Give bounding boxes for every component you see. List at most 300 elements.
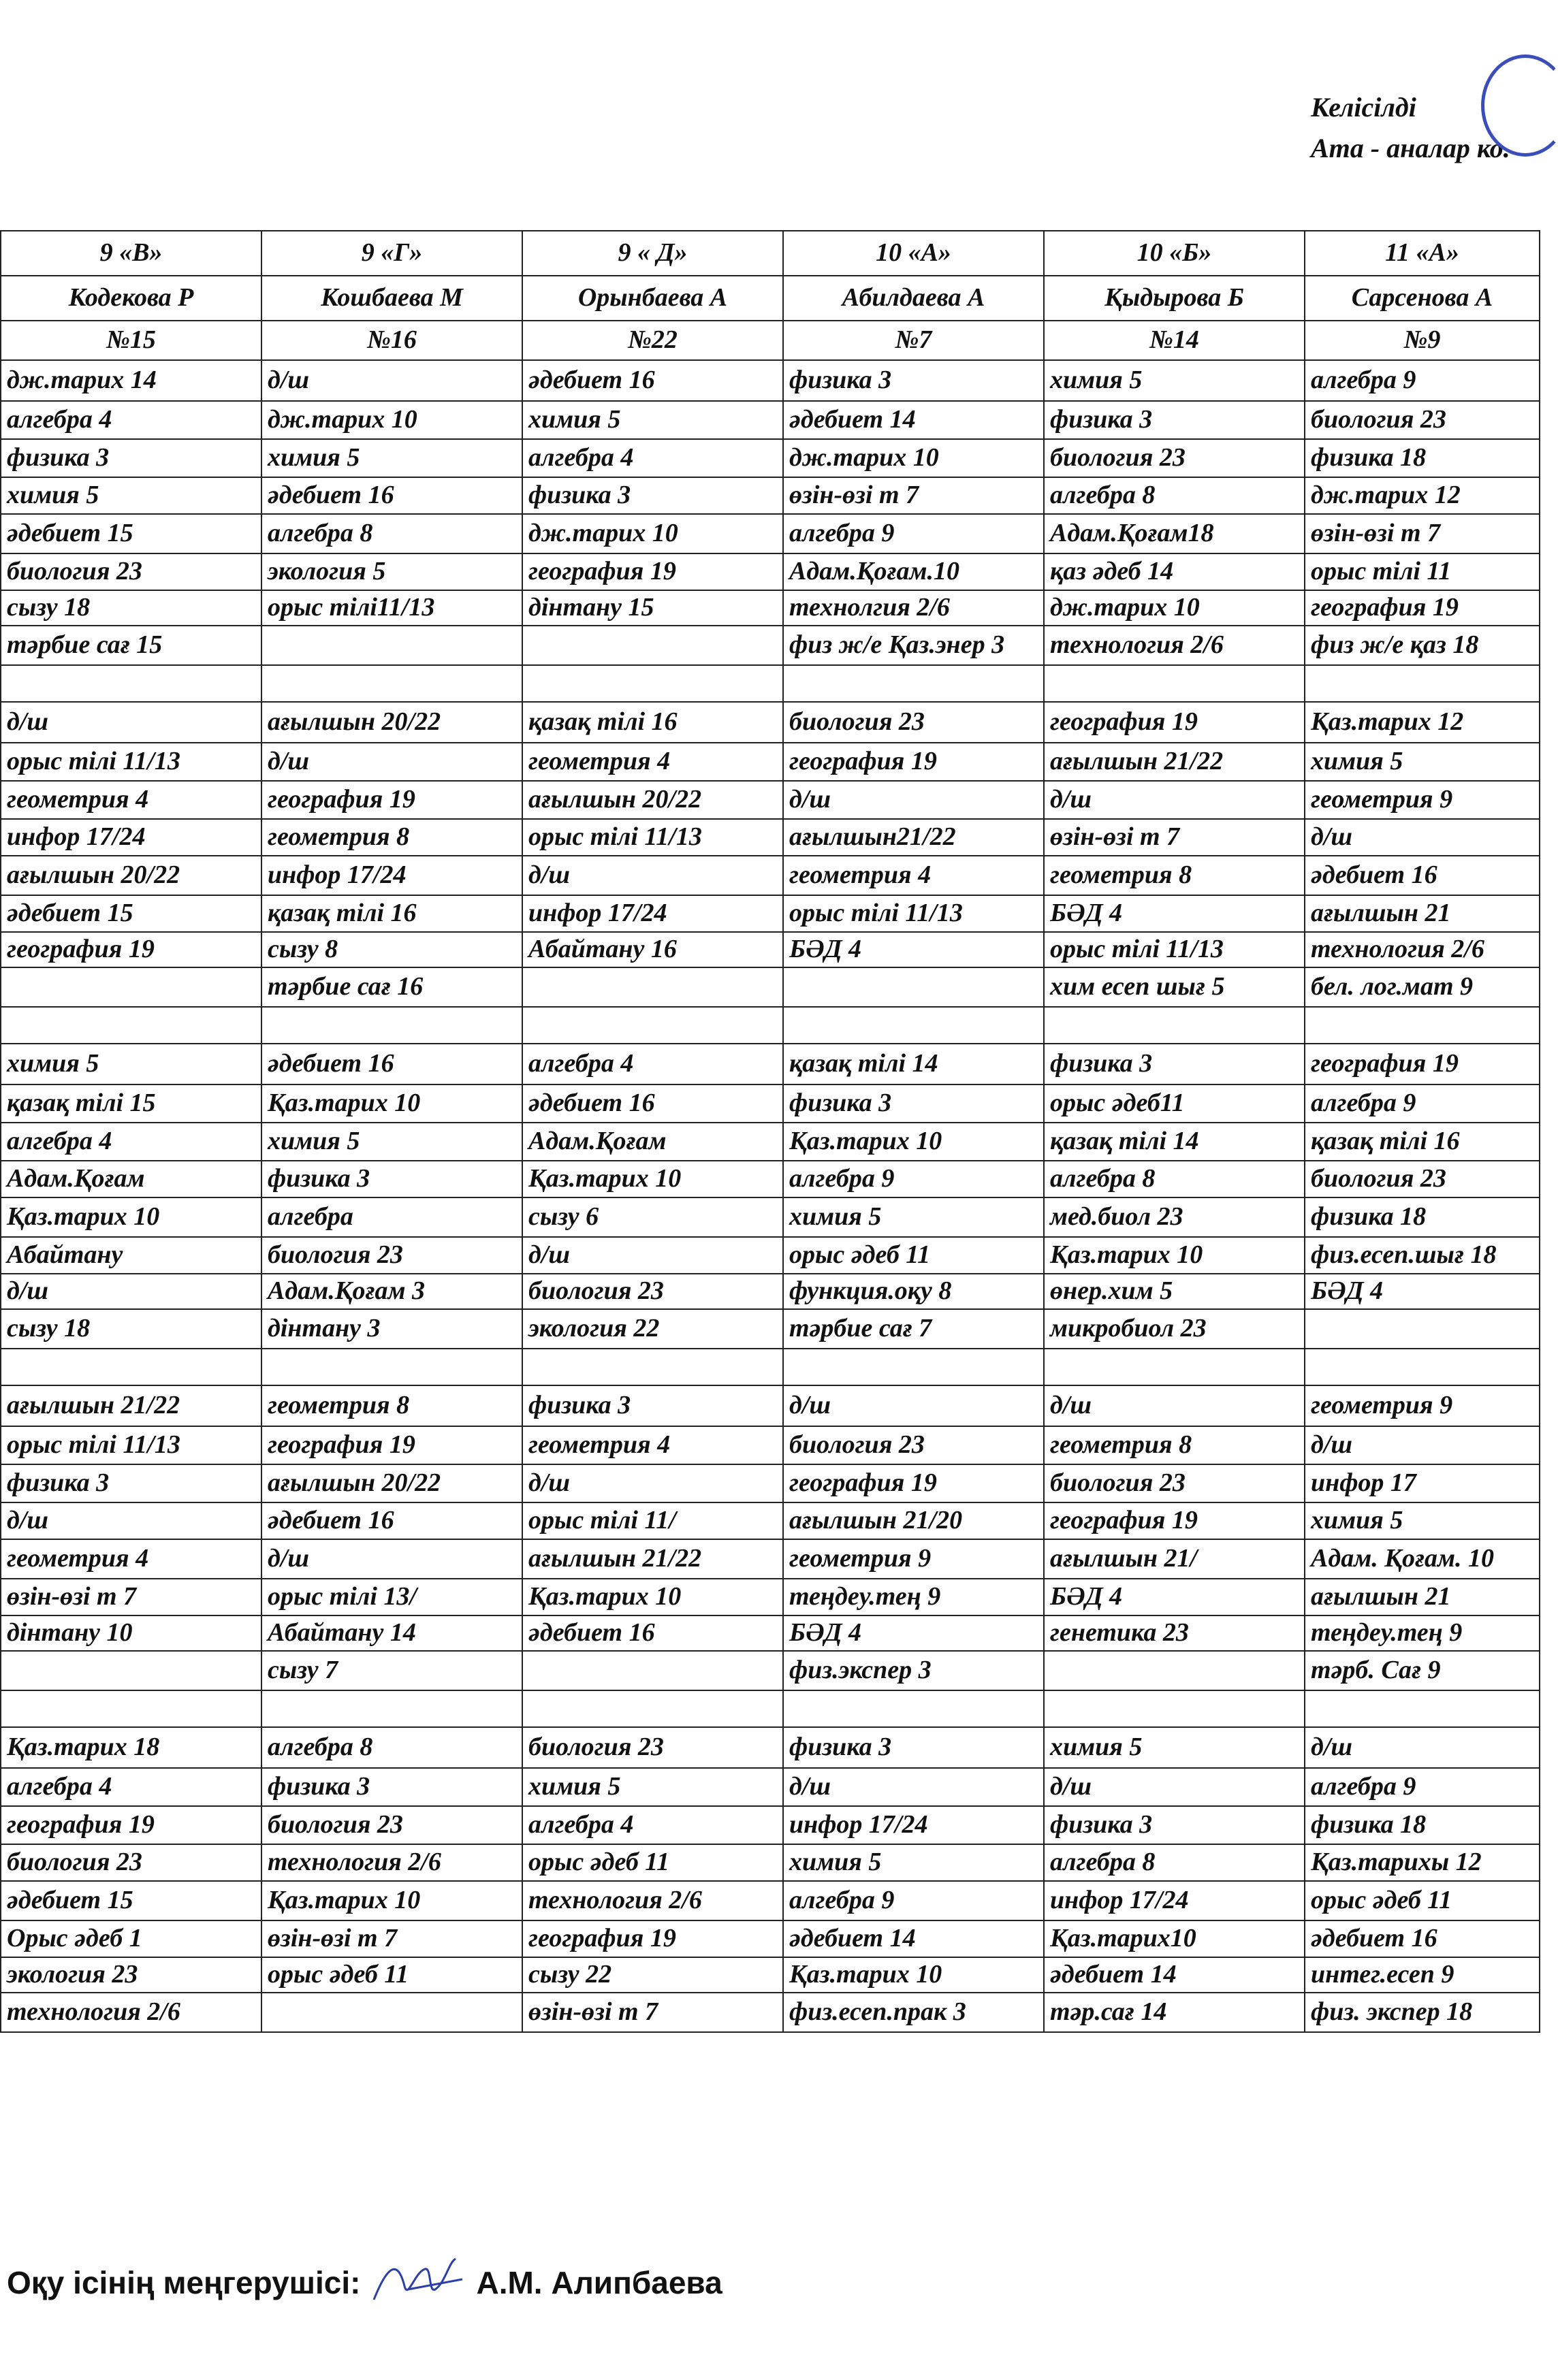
lesson-cell: орыс тілі 11/13 (1, 743, 261, 781)
lesson-cell: Қаз.тарих 10 (1, 1197, 261, 1237)
lesson-cell: қазақ тілі 16 (261, 895, 522, 932)
lesson-cell: д/ш (261, 360, 522, 401)
lesson-cell: химия 5 (261, 439, 522, 477)
lesson-cell: инфор 17/24 (522, 895, 783, 932)
approval-line-2: Ата - аналар ко. (1311, 133, 1510, 163)
lesson-cell: инфор 17 (1305, 1464, 1540, 1502)
lesson-cell: әдебиет 15 (1, 514, 261, 553)
lesson-cell: технология 2/6 (261, 1844, 522, 1881)
lesson-cell: алгебра 9 (1305, 1084, 1540, 1123)
separator-cell (1305, 665, 1540, 702)
lesson-cell: д/ш (522, 1237, 783, 1274)
lesson-cell: биология 23 (261, 1237, 522, 1274)
lesson-cell: тәрбие сағ 16 (261, 967, 522, 1007)
lesson-cell: ағылшын 21/22 (1044, 743, 1305, 781)
lesson-cell: БӘД 4 (783, 1615, 1044, 1651)
lesson-cell: Адам.Қоғам.10 (783, 553, 1044, 590)
lesson-cell: Қаз.тарих 10 (522, 1161, 783, 1197)
class-teacher: Сарсенова А (1305, 276, 1540, 321)
lesson-cell: дж.тарих 10 (783, 439, 1044, 477)
lesson-cell: физ ж/е Қаз.энер 3 (783, 626, 1044, 665)
lesson-cell: инфор 17/24 (261, 856, 522, 895)
lesson-row (1, 1309, 1540, 1349)
lesson-cell: әдебиет 14 (783, 401, 1044, 439)
lesson-cell: ағылшын 21/ (1044, 1539, 1305, 1579)
lesson-cell: д/ш (783, 781, 1044, 819)
lesson-cell: физ ж/е қаз 18 (1305, 626, 1540, 665)
lesson-cell: ағылшын 20/22 (522, 781, 783, 819)
lesson-cell: әдебиет 16 (522, 1084, 783, 1123)
lesson-cell: химия 5 (783, 1197, 1044, 1237)
lesson-cell (261, 626, 522, 665)
lesson-cell: химия 5 (1305, 1502, 1540, 1539)
timetable-body (1, 360, 1540, 2032)
lesson-row (1, 1385, 1540, 1426)
lesson-cell: геометрия 4 (522, 743, 783, 781)
lesson-cell: алгебра 4 (522, 1044, 783, 1084)
lesson-row (1, 1197, 1540, 1237)
lesson-cell: дж.тарих 12 (1305, 477, 1540, 514)
lesson-cell: ағылшын 21 (1305, 895, 1540, 932)
lesson-cell: физика 3 (522, 477, 783, 514)
lesson-row (1, 1237, 1540, 1274)
lesson-cell: химия 5 (1, 1044, 261, 1084)
lesson-cell: технология 2/6 (522, 1881, 783, 1920)
lesson-row (1, 1044, 1540, 1084)
class-name: 10 «Б» (1044, 231, 1305, 276)
lesson-cell: Қаз.тарих 10 (261, 1084, 522, 1123)
separator-cell (1044, 1007, 1305, 1044)
lesson-cell: алгебра 8 (1044, 1161, 1305, 1197)
class-room-row (1, 321, 1540, 360)
lesson-row (1, 1274, 1540, 1309)
separator-cell (1044, 1690, 1305, 1727)
separator-cell (783, 665, 1044, 702)
lesson-cell: география 19 (1044, 702, 1305, 743)
lesson-cell: биология 23 (783, 1426, 1044, 1464)
lesson-cell: Қаз.тарих 12 (1305, 702, 1540, 743)
lesson-cell: д/ш (261, 1539, 522, 1579)
lesson-cell: биология 23 (783, 702, 1044, 743)
lesson-cell: Қаз.тарих 18 (1, 1727, 261, 1768)
lesson-cell: интег.есеп 9 (1305, 1957, 1540, 1993)
lesson-row (1, 1579, 1540, 1615)
lesson-row (1, 819, 1540, 856)
lesson-row (1, 1123, 1540, 1161)
lesson-cell: қазақ тілі 16 (522, 702, 783, 743)
lesson-cell: география 19 (1305, 1044, 1540, 1084)
lesson-cell: химия 5 (522, 1768, 783, 1806)
lesson-cell: әдебиет 16 (261, 1044, 522, 1084)
lesson-cell: әдебиет 16 (522, 360, 783, 401)
lesson-cell: өзін-өзі т 7 (522, 1993, 783, 2032)
lesson-cell: тәрбие сағ 15 (1, 626, 261, 665)
lesson-cell: физ. экспер 18 (1305, 1993, 1540, 2032)
class-teacher: Кошбаева М (261, 276, 522, 321)
lesson-cell: ағылшын 21/22 (522, 1539, 783, 1579)
lesson-cell: БӘД 4 (1305, 1274, 1540, 1309)
lesson-cell: алгебра 8 (1044, 1844, 1305, 1881)
lesson-cell: қазақ тілі 14 (783, 1044, 1044, 1084)
lesson-cell: әдебиет 16 (522, 1615, 783, 1651)
lesson-cell: әдебиет 16 (1305, 856, 1540, 895)
day-separator (1, 665, 1540, 702)
lesson-cell: қазақ тілі 16 (1305, 1123, 1540, 1161)
separator-cell (783, 1690, 1044, 1727)
lesson-cell: химия 5 (783, 1844, 1044, 1881)
lesson-cell: алгебра 9 (783, 514, 1044, 553)
lesson-cell: география 19 (522, 1920, 783, 1957)
lesson-cell: география 19 (1, 1806, 261, 1844)
lesson-cell: физика 3 (1044, 401, 1305, 439)
lesson-cell: дінтану 3 (261, 1309, 522, 1349)
lesson-row (1, 1539, 1540, 1579)
lesson-cell: Қаз.тарихы 12 (1305, 1844, 1540, 1881)
lesson-cell: география 19 (522, 553, 783, 590)
lesson-row (1, 856, 1540, 895)
footer-name: А.М. Алипбаева (476, 2265, 722, 2300)
separator-cell (1044, 1349, 1305, 1385)
lesson-cell: инфор 17/24 (1044, 1881, 1305, 1920)
lesson-cell: химия 5 (261, 1123, 522, 1161)
lesson-cell: география 19 (261, 781, 522, 819)
lesson-cell: орыс тілі 11/13 (522, 819, 783, 856)
lesson-cell: физика 3 (783, 360, 1044, 401)
class-name-row (1, 231, 1540, 276)
lesson-row (1, 1806, 1540, 1844)
lesson-cell: БӘД 4 (1044, 895, 1305, 932)
lesson-cell: орыс тілі 11/13 (1, 1426, 261, 1464)
lesson-row (1, 401, 1540, 439)
lesson-cell: Қаз.тарих 10 (783, 1957, 1044, 1993)
lesson-cell: Қаз.тарих 10 (522, 1579, 783, 1615)
lesson-cell: сызу 22 (522, 1957, 783, 1993)
lesson-cell: ағылшын 21 (1305, 1579, 1540, 1615)
lesson-cell: орыс тілі 11 (1305, 553, 1540, 590)
lesson-cell: биология 23 (1305, 401, 1540, 439)
lesson-row (1, 1615, 1540, 1651)
lesson-cell: өзін-өзі т 7 (261, 1920, 522, 1957)
lesson-cell: алгебра 4 (1, 1123, 261, 1161)
lesson-row (1, 1768, 1540, 1806)
lesson-cell: дінтану 15 (522, 590, 783, 626)
separator-cell (1305, 1007, 1540, 1044)
lesson-cell: инфор 17/24 (1, 819, 261, 856)
lesson-cell: Орыс әдеб 1 (1, 1920, 261, 1957)
class-room: №7 (783, 321, 1044, 360)
lesson-cell: өзін-өзі т 7 (1305, 514, 1540, 553)
lesson-cell: дж.тарих 10 (1044, 590, 1305, 626)
lesson-cell: экология 5 (261, 553, 522, 590)
lesson-cell: әдебиет 16 (1305, 1920, 1540, 1957)
lesson-cell: орыс әдеб 11 (1305, 1881, 1540, 1920)
lesson-row (1, 590, 1540, 626)
lesson-cell: теңдеу.тең 9 (783, 1579, 1044, 1615)
lesson-cell: ағылшын21/22 (783, 819, 1044, 856)
lesson-cell: әдебиет 16 (261, 1502, 522, 1539)
lesson-cell: биология 23 (1305, 1161, 1540, 1197)
lesson-cell: Адам.Қоғам 3 (261, 1274, 522, 1309)
lesson-cell: алгебра 9 (783, 1881, 1044, 1920)
lesson-cell: физика 3 (783, 1727, 1044, 1768)
lesson-cell: Абайтану 16 (522, 932, 783, 967)
lesson-cell: әдебиет 15 (1, 1881, 261, 1920)
lesson-cell: география 19 (261, 1426, 522, 1464)
lesson-cell: д/ш (1044, 1385, 1305, 1426)
lesson-cell: әдебиет 15 (1, 895, 261, 932)
separator-cell (522, 1690, 783, 1727)
lesson-row (1, 743, 1540, 781)
lesson-cell: алгебра 9 (1305, 360, 1540, 401)
class-name: 9 «Г» (261, 231, 522, 276)
lesson-cell: геометрия 8 (261, 819, 522, 856)
lesson-cell: д/ш (1, 1502, 261, 1539)
lesson-cell: БӘД 4 (783, 932, 1044, 967)
lesson-cell: химия 5 (522, 401, 783, 439)
lesson-cell: химия 5 (1305, 743, 1540, 781)
lesson-cell: физ.экспер 3 (783, 1651, 1044, 1690)
separator-cell (1, 665, 261, 702)
lesson-cell: ағылшын 20/22 (261, 702, 522, 743)
lesson-cell: мед.биол 23 (1044, 1197, 1305, 1237)
separator-cell (783, 1007, 1044, 1044)
separator-cell (1044, 665, 1305, 702)
class-name: 9 « Д» (522, 231, 783, 276)
lesson-cell: физ.есеп.прак 3 (783, 1993, 1044, 2032)
lesson-cell: физика 3 (1, 1464, 261, 1502)
separator-cell (261, 1690, 522, 1727)
lesson-cell: функция.оқу 8 (783, 1274, 1044, 1309)
lesson-cell: Абайтану (1, 1237, 261, 1274)
lesson-row (1, 967, 1540, 1007)
lesson-cell: геометрия 9 (1305, 781, 1540, 819)
lesson-cell: инфор 17/24 (783, 1806, 1044, 1844)
day-separator (1, 1690, 1540, 1727)
lesson-cell: технология 2/6 (1044, 626, 1305, 665)
lesson-cell: алгебра 4 (1, 1768, 261, 1806)
lesson-cell: Қаз.тарих 10 (1044, 1237, 1305, 1274)
lesson-cell: химия 5 (1, 477, 261, 514)
lesson-cell: ағылшын 21/22 (1, 1385, 261, 1426)
lesson-cell: д/ш (1305, 1426, 1540, 1464)
footer-label: Оқу ісінің меңгерушісі: (7, 2265, 361, 2300)
lesson-cell: геометрия 8 (1044, 856, 1305, 895)
lesson-cell: геометрия 8 (261, 1385, 522, 1426)
lesson-row (1, 1502, 1540, 1539)
lesson-row (1, 553, 1540, 590)
lesson-row (1, 1844, 1540, 1881)
lesson-cell: география 19 (1044, 1502, 1305, 1539)
lesson-cell: орыс әдеб11 (1044, 1084, 1305, 1123)
lesson-cell: физика 3 (261, 1161, 522, 1197)
lesson-cell: география 19 (783, 1464, 1044, 1502)
lesson-row (1, 1993, 1540, 2032)
separator-cell (1, 1349, 261, 1385)
lesson-cell: физ.есеп.шығ 18 (1305, 1237, 1540, 1274)
lesson-cell: география 19 (1, 932, 261, 967)
lesson-row (1, 1464, 1540, 1502)
lesson-cell: БӘД 4 (1044, 1579, 1305, 1615)
class-teacher: Кодекова Р (1, 276, 261, 321)
lesson-cell: қазақ тілі 14 (1044, 1123, 1305, 1161)
lesson-cell: тәр.сағ 14 (1044, 1993, 1305, 2032)
lesson-cell: тәрб. Сағ 9 (1305, 1651, 1540, 1690)
lesson-cell: д/ш (783, 1768, 1044, 1806)
lesson-cell: орыс әдеб 11 (522, 1844, 783, 1881)
lesson-cell: Адам.Қоғам (1, 1161, 261, 1197)
lesson-cell: экология 23 (1, 1957, 261, 1993)
day-separator (1, 1349, 1540, 1385)
lesson-cell: өзін-өзі т 7 (1, 1579, 261, 1615)
lesson-cell: геометрия 4 (783, 856, 1044, 895)
lesson-cell: дж.тарих 10 (522, 514, 783, 553)
separator-cell (261, 1007, 522, 1044)
lesson-row (1, 439, 1540, 477)
lesson-cell: физика 3 (261, 1768, 522, 1806)
lesson-cell (1, 1651, 261, 1690)
lesson-cell: ағылшын 21/20 (783, 1502, 1044, 1539)
lesson-cell: д/ш (522, 1464, 783, 1502)
lesson-cell: физика 3 (1044, 1806, 1305, 1844)
class-room: №16 (261, 321, 522, 360)
class-room: №15 (1, 321, 261, 360)
timetable-header (1, 231, 1540, 360)
lesson-cell (522, 967, 783, 1007)
separator-cell (1305, 1690, 1540, 1727)
separator-cell (261, 1349, 522, 1385)
lesson-row (1, 626, 1540, 665)
lesson-cell: сызу 18 (1, 1309, 261, 1349)
lesson-row (1, 932, 1540, 967)
lesson-cell: әдебиет 16 (261, 477, 522, 514)
lesson-cell: технология 2/6 (1305, 932, 1540, 967)
lesson-cell: орыс тілі 11/13 (783, 895, 1044, 932)
lesson-cell: ағылшын 20/22 (1, 856, 261, 895)
lesson-cell: алгебра 4 (522, 439, 783, 477)
lesson-cell: Қаз.тарих 10 (783, 1123, 1044, 1161)
lesson-cell: сызу 7 (261, 1651, 522, 1690)
class-teacher: Абилдаева А (783, 276, 1044, 321)
lesson-cell: д/ш (261, 743, 522, 781)
lesson-cell: геометрия 4 (522, 1426, 783, 1464)
lesson-cell: генетика 23 (1044, 1615, 1305, 1651)
lesson-cell: алгебра 8 (1044, 477, 1305, 514)
lesson-cell: биология 23 (1044, 1464, 1305, 1502)
lesson-cell: физика 3 (1, 439, 261, 477)
timetable (0, 230, 1540, 2033)
class-name: 11 «А» (1305, 231, 1540, 276)
lesson-cell: физика 3 (522, 1385, 783, 1426)
lesson-cell: Адам.Қоғам18 (1044, 514, 1305, 553)
lesson-cell: алгебра 9 (1305, 1768, 1540, 1806)
lesson-cell: геометрия 9 (783, 1539, 1044, 1579)
lesson-cell: геометрия 8 (1044, 1426, 1305, 1464)
lesson-row (1, 1957, 1540, 1993)
lesson-cell: орыс әдеб 11 (261, 1957, 522, 1993)
lesson-cell: физика 18 (1305, 1806, 1540, 1844)
lesson-cell: сызу 8 (261, 932, 522, 967)
lesson-cell: геометрия 4 (1, 1539, 261, 1579)
lesson-cell: алгебра 8 (261, 514, 522, 553)
lesson-cell: қазақ тілі 15 (1, 1084, 261, 1123)
lesson-cell (522, 626, 783, 665)
class-room: №9 (1305, 321, 1540, 360)
class-teacher: Қыдырова Б (1044, 276, 1305, 321)
lesson-cell: технология 2/6 (1, 1993, 261, 2032)
class-name: 9 «В» (1, 231, 261, 276)
lesson-cell: биология 23 (261, 1806, 522, 1844)
lesson-cell (1305, 1309, 1540, 1349)
separator-cell (261, 665, 522, 702)
lesson-cell: д/ш (1, 702, 261, 743)
lesson-cell: д/ш (1305, 819, 1540, 856)
lesson-row (1, 702, 1540, 743)
lesson-cell (1044, 1651, 1305, 1690)
lesson-cell: микробиол 23 (1044, 1309, 1305, 1349)
lesson-cell: геометрия 9 (1305, 1385, 1540, 1426)
lesson-cell: теңдеу.тең 9 (1305, 1615, 1540, 1651)
lesson-cell: алгебра 4 (522, 1806, 783, 1844)
lesson-cell: дж.тарих 10 (261, 401, 522, 439)
class-name: 10 «А» (783, 231, 1044, 276)
approval-block (1311, 87, 1510, 169)
lesson-cell: химия 5 (1044, 360, 1305, 401)
lesson-cell: география 19 (783, 743, 1044, 781)
lesson-row (1, 360, 1540, 401)
separator-cell (1, 1007, 261, 1044)
lesson-cell: Адам.Қоғам (522, 1123, 783, 1161)
lesson-cell: тәрбие сағ 7 (783, 1309, 1044, 1349)
lesson-cell: д/ш (522, 856, 783, 895)
lesson-cell: химия 5 (1044, 1727, 1305, 1768)
signature-mark (367, 2252, 469, 2313)
lesson-cell: бел. лог.мат 9 (1305, 967, 1540, 1007)
lesson-row (1, 477, 1540, 514)
lesson-cell: физика 3 (1044, 1044, 1305, 1084)
lesson-cell (522, 1651, 783, 1690)
lesson-cell: биология 23 (522, 1274, 783, 1309)
lesson-cell (1, 967, 261, 1007)
lesson-cell: геометрия 4 (1, 781, 261, 819)
separator-cell (1, 1690, 261, 1727)
lesson-cell (783, 967, 1044, 1007)
lesson-cell: өнер.хим 5 (1044, 1274, 1305, 1309)
lesson-row (1, 895, 1540, 932)
lesson-cell: орыс тілі 11/ (522, 1502, 783, 1539)
lesson-cell (261, 1993, 522, 2032)
lesson-cell: алгебра (261, 1197, 522, 1237)
lesson-cell: биология 23 (1, 553, 261, 590)
lesson-row (1, 514, 1540, 553)
lesson-cell: орыс тілі 13/ (261, 1579, 522, 1615)
lesson-cell: хим есеп шығ 5 (1044, 967, 1305, 1007)
class-room: №14 (1044, 321, 1305, 360)
day-separator (1, 1007, 1540, 1044)
lesson-row (1, 1084, 1540, 1123)
separator-cell (522, 665, 783, 702)
lesson-cell: география 19 (1305, 590, 1540, 626)
lesson-cell: алгебра 8 (261, 1727, 522, 1768)
lesson-cell: орыс әдеб 11 (783, 1237, 1044, 1274)
lesson-cell: д/ш (1, 1274, 261, 1309)
lesson-cell: дінтану 10 (1, 1615, 261, 1651)
lesson-cell: сызу 18 (1, 590, 261, 626)
lesson-cell: д/ш (783, 1385, 1044, 1426)
lesson-cell: әдебиет 14 (783, 1920, 1044, 1957)
lesson-cell: Қаз.тарих 10 (261, 1881, 522, 1920)
lesson-row (1, 1881, 1540, 1920)
lesson-cell: Абайтану 14 (261, 1615, 522, 1651)
